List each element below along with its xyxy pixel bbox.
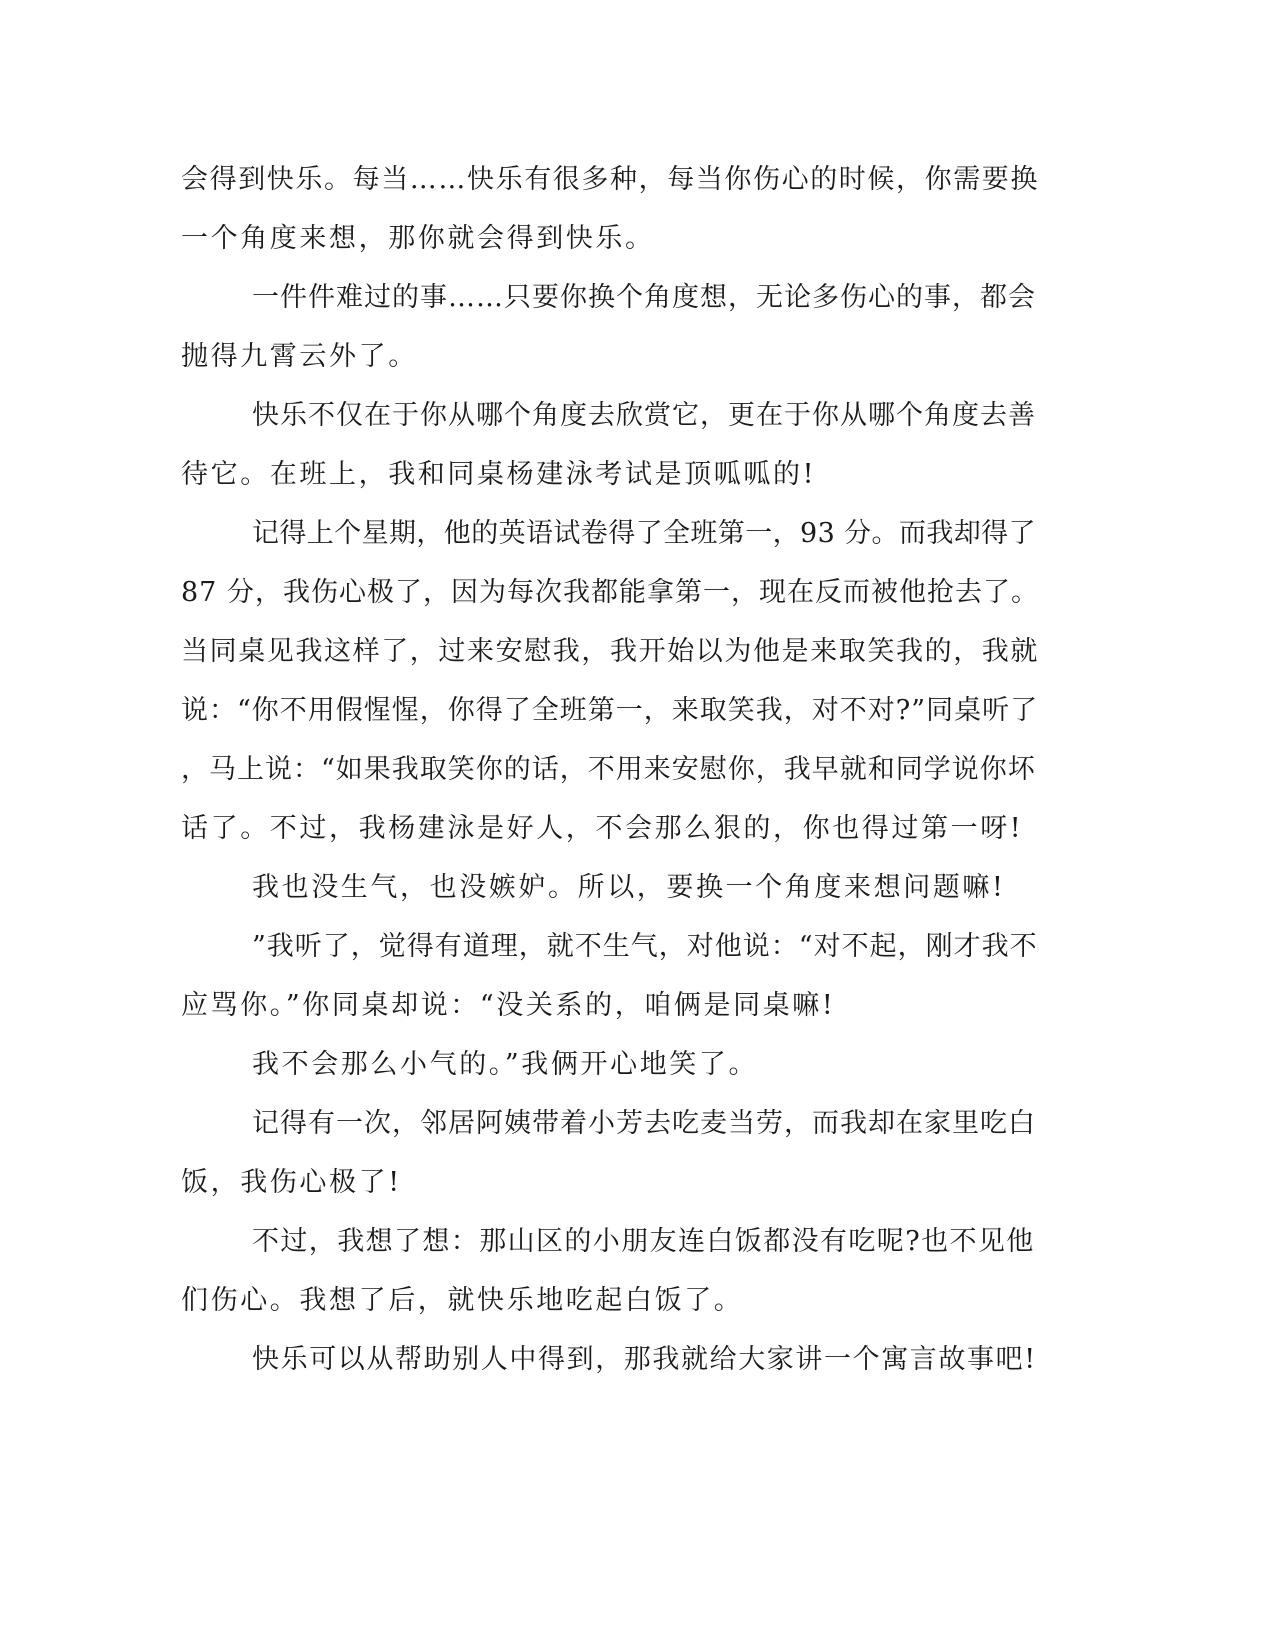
- text-line: 抛得九霄云外了。: [181, 341, 418, 372]
- text-line: 快乐不仅在于你从哪个角度去欣赏它，更在于你从哪个角度去善: [252, 400, 1036, 431]
- text-line: 饭，我伤心极了!: [181, 1167, 402, 1198]
- text-line: 一件件难过的事……只要你换个角度想，无论多伤心的事，都会: [252, 282, 1036, 313]
- text-line: 记得上个星期，他的英语试卷得了全班第一，93 分。而我却得了: [252, 518, 1036, 549]
- text-line: 我也没生气，也没嫉妒。所以，要换一个角度来想问题嘛!: [252, 872, 1006, 903]
- text-line: 们伤心。我想了后，就快乐地吃起白饭了。: [181, 1285, 744, 1316]
- text-line: 说：“你不用假惺惺，你得了全班第一，来取笑我，对不对?”同桌听了: [181, 695, 1039, 726]
- text-line: 记得有一次，邻居阿姨带着小芳去吃麦当劳，而我却在家里吃白: [252, 1108, 1036, 1139]
- text-line: 不过，我想了想：那山区的小朋友连白饭都没有吃呢?也不见他: [252, 1226, 1035, 1257]
- text-line: 话了。不过，我杨建泳是好人，不会那么狠的，你也得过第一呀!: [181, 813, 1024, 844]
- text-line: 87 分，我伤心极了，因为每次我都能拿第一，现在反而被他抢去了。: [181, 577, 1039, 608]
- text-line: 当同桌见我这样了，过来安慰我，我开始以为他是来取笑我的，我就: [181, 636, 1039, 667]
- text-line: 快乐可以从帮助别人中得到，那我就给大家讲一个寓言故事吧!: [252, 1344, 1037, 1375]
- text-line: ，马上说：“如果我取笑你的话，不用来安慰你，我早就和同学说你坏: [181, 754, 1036, 785]
- text-line: 待它。在班上，我和同桌杨建泳考试是顶呱呱的!: [181, 459, 817, 490]
- text-line: ”我听了，觉得有道理，就不生气，对他说：“对不起，刚才我不: [252, 931, 1038, 962]
- text-line: 我不会那么小气的。”我俩开心地笑了。: [252, 1049, 759, 1080]
- text-line: 应骂你。”你同桌却说：“没关系的，咱俩是同桌嘛!: [181, 990, 836, 1021]
- text-line: 一个角度来想，那你就会得到快乐。: [181, 223, 655, 254]
- text-line: 会得到快乐。每当……快乐有很多种，每当你伤心的时候，你需要换: [181, 164, 1039, 195]
